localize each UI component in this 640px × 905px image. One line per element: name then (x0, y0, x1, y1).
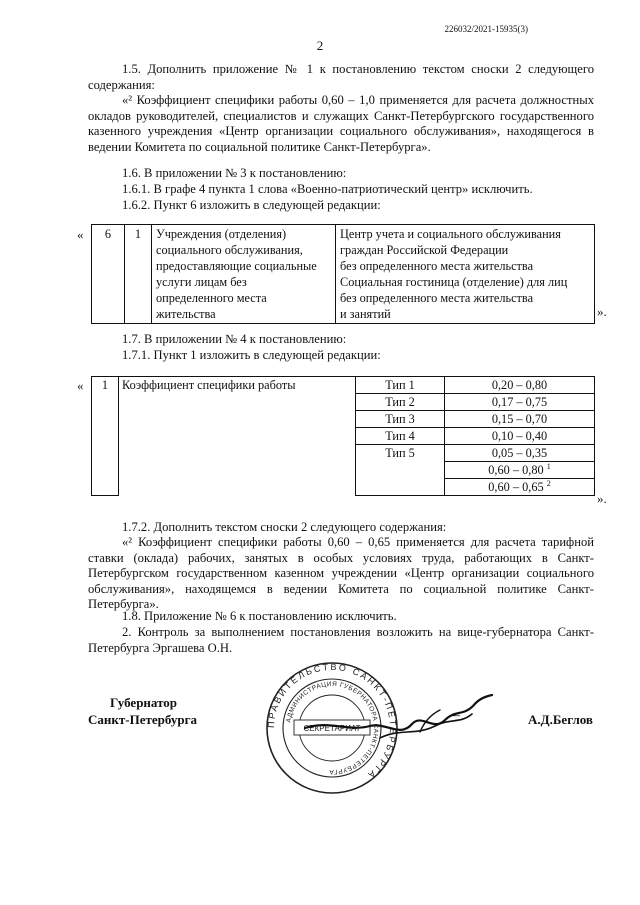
paragraph-1-6: 1.6. В приложении № 3 к постановлению: (122, 166, 347, 180)
document-number: 226032/2021-15935(3) (444, 24, 528, 34)
table-cell-type: Тип 1 (356, 377, 445, 394)
table1-open-quote: « (77, 227, 84, 242)
table-row (92, 377, 595, 394)
signatory-title-line2: Санкт-Петербурга (88, 712, 197, 727)
institution-table (91, 224, 595, 324)
table-cell-range: 0,05 – 0,35 (445, 445, 595, 462)
table-cell-range: 0,17 – 0,75 (445, 394, 595, 411)
table-cell-item-number: 6 (92, 225, 125, 324)
table-cell-type: Тип 3 (356, 411, 445, 428)
paragraph-1-5: 1.5. Дополнить приложение № 1 к постановлению текстом сноски 2 следующего содержания: (88, 62, 594, 92)
table-cell-institution-type: Учреждения (отделения) социального обслуживания, предоставляющие социальные услуги лицам без определенного места жительства (152, 225, 336, 324)
seal-center-text: СЕКРЕТАРИАТ (303, 724, 361, 733)
table-cell-range: 0,15 – 0,70 (445, 411, 595, 428)
paragraph-2: 2. Контроль за выполнением постановления возложить на вице-губернатора Санкт-Петербурга Эргашева О.Н. (88, 625, 594, 655)
paragraph-1-7-2-footnote: «² Коэффициент специфики работы 0,60 – 0,65 применяется для расчета тарифной ставки (оклада) рабочих, занятых в особых условиях труда, работающих в Санкт-Петербургском государственном казенном учреждении «Центр организации социального обслуживания», находящемся в ведении Комитета по социальной политике Санкт-Петербурга». (88, 535, 594, 611)
table-cell-type: Тип 4 (356, 428, 445, 445)
paragraph-1-6-1: 1.6.1. В графе 4 пункта 1 слова «Военно-патриотический центр» исключить. (122, 182, 533, 196)
handwritten-signature (300, 680, 500, 760)
coefficient-table (91, 376, 595, 496)
table-cell-range: 0,20 – 0,80 (445, 377, 595, 394)
table2-close-quote: ». (597, 491, 607, 506)
page-number: 2 (316, 38, 324, 53)
signature-dash: – (453, 708, 460, 723)
seal-inner-text: АДМИНИСТРАЦИЯ ГУБЕРНАТОРА САНКТ-ПЕТЕРБУРГА (285, 680, 380, 776)
table-cell-range-footnote-1: 0,60 – 0,80 $^1$ (445, 462, 595, 479)
table1-close-quote: ». (597, 304, 607, 319)
table-cell-range: 0,10 – 0,40 (445, 428, 595, 445)
table-cell-column-2: 1 (125, 225, 152, 324)
table-row (92, 225, 595, 324)
paragraph-1-7-2: 1.7.2. Дополнить текстом сноски 2 следующего содержания: (122, 520, 447, 534)
paragraph-1-8: 1.8. Приложение № 6 к постановлению исключить. (122, 609, 397, 623)
paragraph-1-5-footnote: «² Коэффициент специфики работы 0,60 – 1,0 применяется для расчета должностных окладов руководителей, специалистов и служащих Санкт-Петербургского государственного казенного учреждения «Центр организации социального обслуживания», находящегося в ведении Комитета по социальной политике Санкт-Петербурга». (88, 93, 594, 154)
table-cell-type: Тип 2 (356, 394, 445, 411)
table-cell-coefficient-label: Коэффициент специфики работы (119, 377, 356, 496)
seal-outer-text: ПРАВИТЕЛЬСТВО САНКТ-ПЕТЕРБУРГА (265, 661, 399, 782)
table-cell-item-number: 1 (92, 377, 119, 496)
table-cell-range-footnote-2: 0,60 – 0,65 $^2$ (445, 479, 595, 496)
paragraph-1-7-1: 1.7.1. Пункт 1 изложить в следующей редакции: (122, 348, 381, 362)
signatory-name: А.Д.Беглов (528, 712, 593, 727)
table-cell-institution-names: Центр учета и социального обслуживания граждан Российской Федерации без определенного места жительства Социальная гостиница (отделение) для лиц без определенного места жительства и занятий (336, 225, 595, 324)
table-cell-type: Тип 5 (356, 445, 445, 496)
table2-open-quote: « (77, 378, 84, 393)
signatory-title-line1: Губернатор (110, 695, 178, 710)
paragraph-1-7: 1.7. В приложении № 4 к постановлению: (122, 332, 347, 346)
paragraph-1-6-2: 1.6.2. Пункт 6 изложить в следующей редакции: (122, 198, 381, 212)
